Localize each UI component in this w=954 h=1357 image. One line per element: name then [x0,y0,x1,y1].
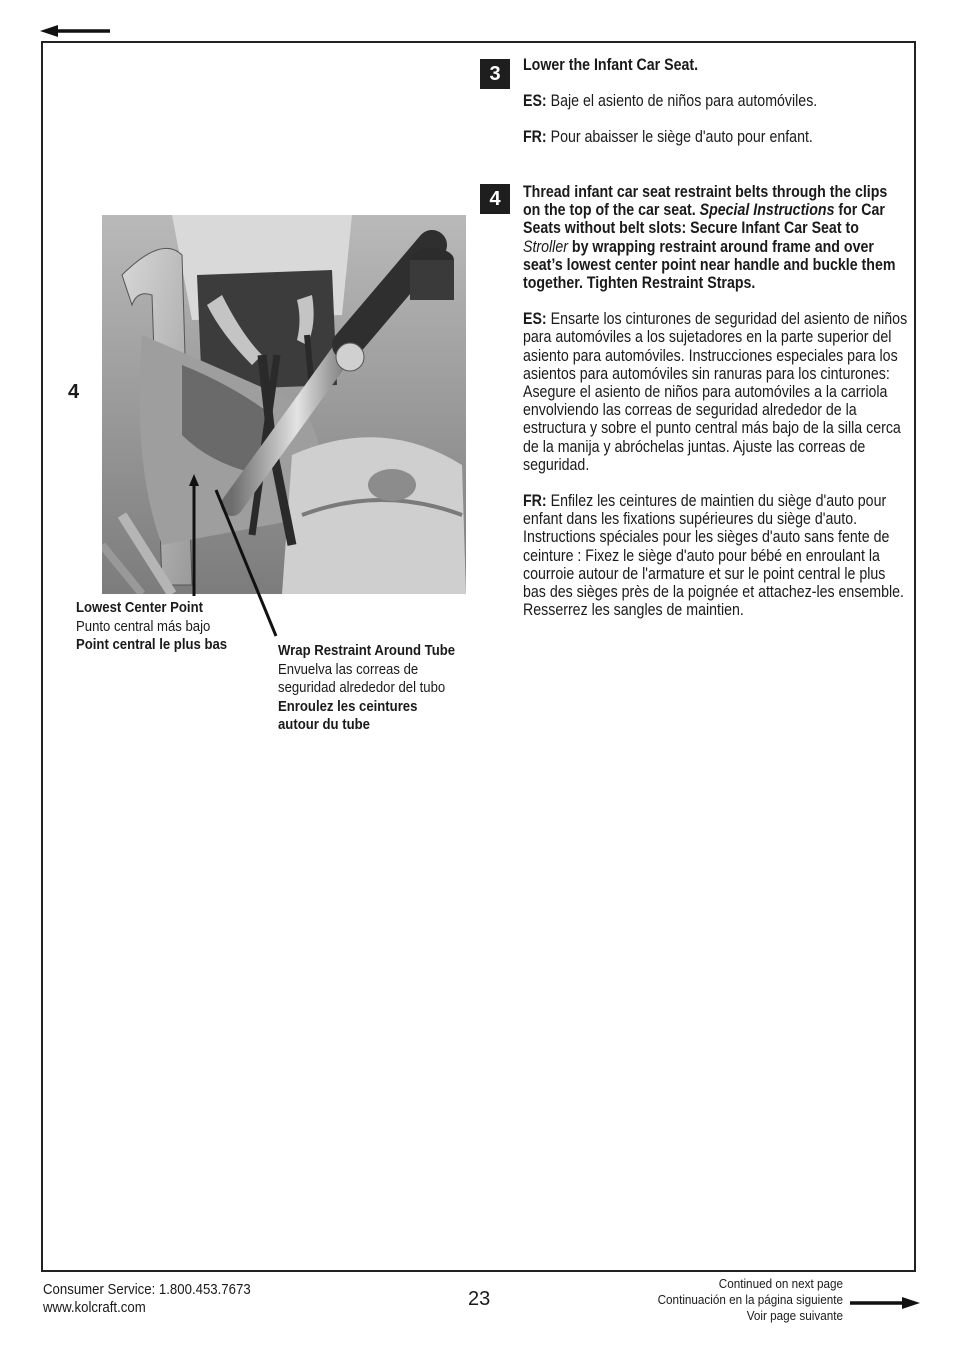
step-4-en-a: Thread infant car seat restraint belts through the clips on the top of the car seat. [523,183,888,220]
step-4-fr-label: FR: [523,492,547,511]
step-4-badge: 4 [480,184,510,214]
page-number: 23 [468,1288,491,1310]
step-3-es-label: ES: [523,92,547,111]
figure-label: 4 [68,381,80,403]
step-4-fr-text: Enfilez les ceintures de maintien du siège d'auto pour enfant dans les fixations supérieures du siège d'auto. Instructions spéciales pour les sièges d'auto sans fente de ceinture : Fixez le siège d'auto pour bébé en enroulant la courroie autour de l'armature et sur le point central le plus bas des sièges près de la poignée et attachez-les ensemble. Resserrez les sangles de maintien. [523,492,905,620]
callout-lowest-center-point [76,599,227,655]
continued-en: Continued on next page [718,1276,843,1291]
step-3-es-text: Baje el asiento de niños para automóviles. [550,92,818,111]
step-4-en-b: for Car Seats without belt slots: Secure Infant Car Seat to [523,201,885,238]
step-4-en-special: Special Instructions [699,201,835,220]
step-4-en-stroller: Stroller [523,237,568,256]
step-3-text [523,56,907,165]
callout-wrap-fr-2: autour du tube [278,717,370,733]
continued-es: Continuación en la página siguiente [657,1292,843,1307]
callout-wrap-restraint [278,642,455,735]
website-link[interactable]: www.kolcraft.com [43,1299,146,1316]
step-4-es-label: ES: [523,310,547,329]
continued-notice [658,1276,843,1324]
stroller-illustration [102,215,466,594]
previous-page-arrow-icon [40,22,112,40]
next-page-arrow-icon [848,1294,920,1312]
callout-wrap-es-1: Envuelva las correas de [278,661,419,678]
step-3-fr-text: Pour abaisser le siège d'auto pour enfant. [550,128,813,147]
step-3-fr-label: FR: [523,128,547,147]
step-3-badge: 3 [480,59,510,89]
step-4-es-text: Ensarte los cinturones de seguridad del asiento de niños para automóviles a los sujetadores en la parte superior del asiento para automóviles. Instrucciones especiales para los asientos para automóviles sin ranuras para los cinturones: Asegure el asiento de niños para automóviles a la carriola envolviendo las correas de seguridad alrededor de la estructura y sobre el punto central más bajo de la silla cerca de la manija y abróchelas juntas. Ajuste las correas de seguridad. [523,310,908,474]
continued-fr: Voir page suivante [746,1308,843,1323]
callout-lowest-fr: Point central le plus bas [76,637,228,653]
step-4-text [523,183,907,637]
callout-wrap-fr-1: Enroulez les ceintures [278,698,418,715]
stroller-car-seat-photo [102,215,466,594]
callout-wrap-en: Wrap Restraint Around Tube [278,643,456,659]
step-4-en-c: by wrapping restraint around frame and over seat’s lowest center point near handle and buckle them together. Tighten Restraint Straps. [523,237,896,293]
callout-lowest-es: Punto central más bajo [76,618,211,635]
callout-wrap-es-2: seguridad alrededor del tubo [278,680,446,696]
footer-contact [43,1281,251,1317]
consumer-service-phone: Consumer Service: 1.800.453.7673 [43,1281,251,1298]
step-3-title: Lower the Infant Car Seat. [523,56,699,74]
callout-lowest-en: Lowest Center Point [76,600,203,616]
